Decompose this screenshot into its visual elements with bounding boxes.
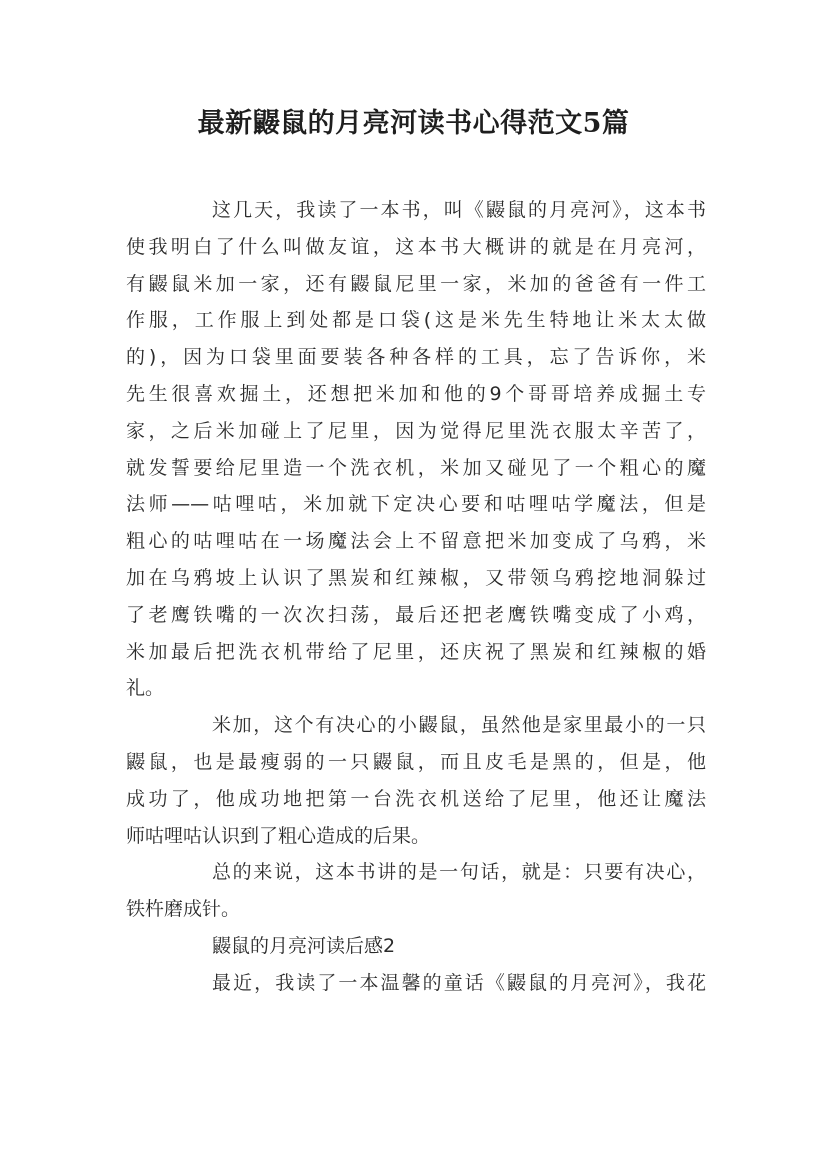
text-line: 作服，工作服上到处都是口袋(这是米先生特地让米太太做	[126, 309, 706, 332]
text-line: 就发誓要给尼里造一个洗衣机，米加又碰见了一个粗心的魔	[126, 456, 706, 479]
text-line: 成功了，他成功地把第一台洗衣机送给了尼里，他还让魔法	[126, 787, 706, 810]
text-line: 师咕哩咕认识到了粗心造成的后果。	[126, 824, 431, 847]
paragraph	[126, 192, 706, 707]
text-line: 粗心的咕哩咕在一场魔法会上不留意把米加变成了乌鸦，米	[126, 530, 706, 553]
paragraph	[126, 965, 706, 1002]
text-line: 的)，因为口袋里面要装各种各样的工具，忘了告诉你，米	[126, 346, 706, 369]
text-line: 鼹鼠，也是最瘦弱的一只鼹鼠，而且皮毛是黑的，但是，他	[126, 750, 706, 773]
text-line: 了老鹰铁嘴的一次次扫荡，最后还把老鹰铁嘴变成了小鸡，	[126, 603, 706, 626]
text-line: 礼。	[126, 677, 165, 700]
text-line: 这几天，我读了一本书，叫《鼹鼠的月亮河》，这本书	[212, 199, 706, 221]
text-line: 铁杵磨成针。	[126, 898, 241, 921]
text-line: 米加，这个有决心的小鼹鼠，虽然他是家里最小的一只	[212, 714, 706, 737]
section-heading	[126, 928, 706, 965]
text-line: 加在乌鸦坡上认识了黑炭和红辣椒，又带领乌鸦挖地洞躲过	[126, 566, 706, 589]
document-title: 最新鼹鼠的月亮河读书心得范文5篇	[197, 108, 630, 139]
document-body	[126, 192, 706, 1002]
text-line: 有鼹鼠米加一家，还有鼹鼠尼里一家，米加的爸爸有一件工	[126, 272, 706, 295]
text-line: 总的来说，这本书讲的是一句话，就是：只要有决心，	[212, 861, 706, 884]
text-line: 鼹鼠的月亮河读后感2	[212, 934, 396, 957]
text-line: 最近，我读了一本温馨的童话《鼹鼠的月亮河》，我花	[212, 971, 706, 994]
paragraph	[126, 707, 706, 854]
text-line: 先生很喜欢掘土，还想把米加和他的9个哥哥培养成掘土专	[126, 382, 706, 405]
text-line: 法师——咕哩咕，米加就下定决心要和咕哩咕学魔法，但是	[126, 493, 706, 516]
text-line: 家，之后米加碰上了尼里，因为觉得尼里洗衣服太辛苦了，	[126, 419, 706, 442]
text-line: 使我明白了什么叫做友谊，这本书大概讲的就是在月亮河，	[126, 235, 706, 258]
text-line: 米加最后把洗衣机带给了尼里，还庆祝了黑炭和红辣椒的婚	[126, 640, 706, 663]
paragraph	[126, 854, 706, 928]
